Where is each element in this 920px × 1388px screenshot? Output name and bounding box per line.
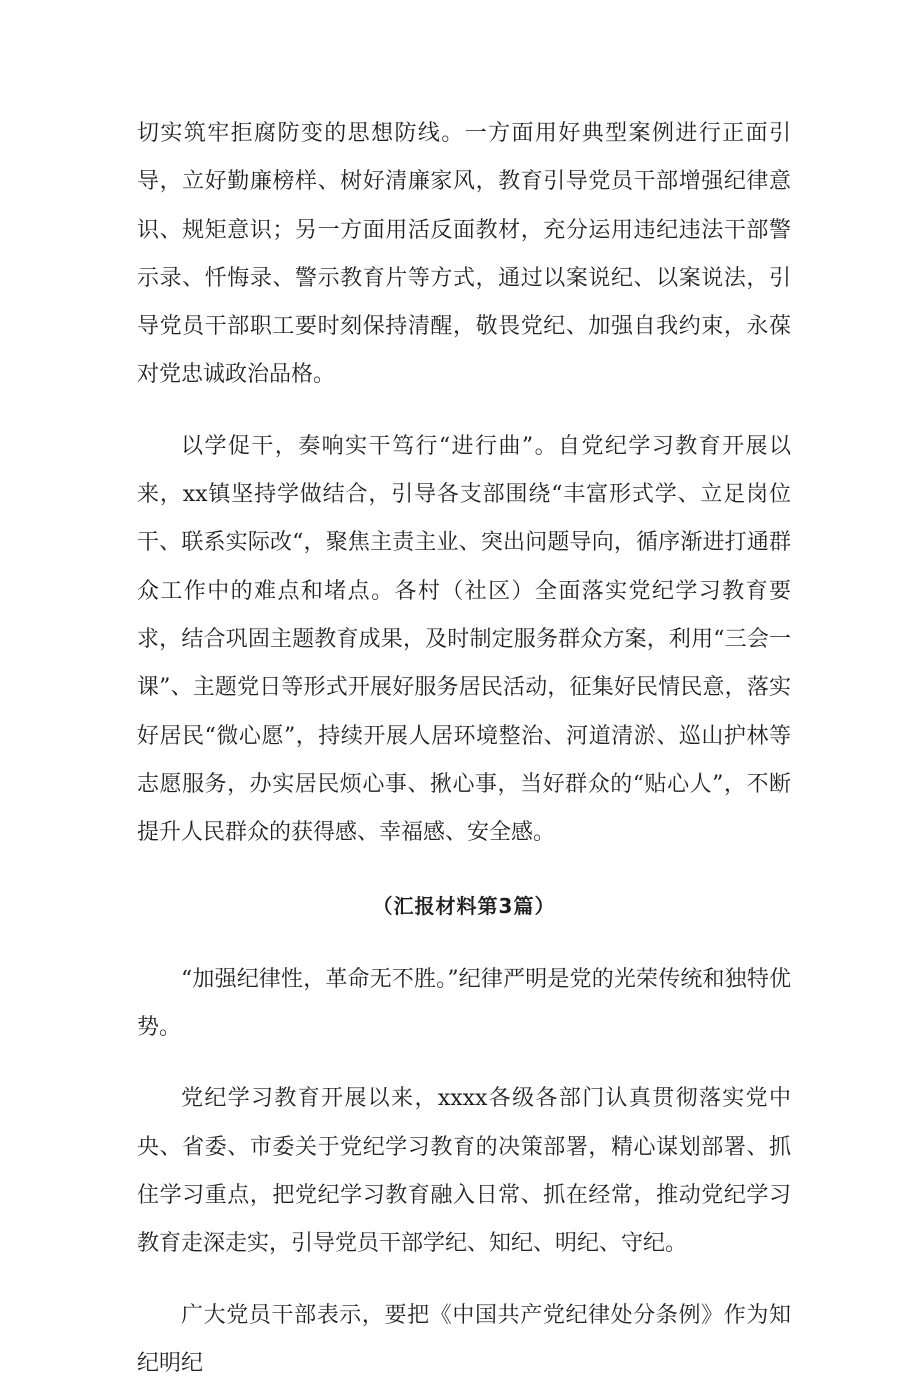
paragraph-gap <box>137 931 791 956</box>
paragraph-gap <box>137 857 791 882</box>
paragraph-learning-to-action: 以学促干，奏响实干笃行“进行曲”。自党纪学习教育开展以来，xx镇坚持学做结合，引导各支部围绕“丰富形式学、立足岗位干、联系实际改“，聚焦主责主业、突出问题导向，循序渐进打通群众工作中的难点和堵点。各村（社区）全面落实党纪学习教育要求，结合巩固主题教育成果，及时制定服务群众方案，利用“三会一课”、主题党日等形式开展好服务居民活动，征集好民情民意，落实好居民“微心愿”，持续开展人居环境整治、河道清淤、巡山护林等志愿服务，办实居民烦心事、揪心事，当好群众的“贴心人”，不断提升人民群众的获得感、幸福感、安全感。 <box>137 433 791 846</box>
paragraph-quote: “加强纪律性，革命无不胜。”纪律严明是党的光荣传统和独特优势。 <box>137 966 791 1041</box>
paragraph-gap <box>137 400 791 423</box>
paragraph-education-progress: 党纪学习教育开展以来，xxxx各级各部门认真贯彻落实党中央、省委、市委关于党纪学习教育的决策部署，精心谋划部署、抓住学习重点，把党纪学习教育融入日常、抓在经常，推动党纪学习教育走深走实，引导党员干部学纪、知纪、明纪、守纪。 <box>137 1086 791 1257</box>
paragraph-continuation: 切实筑牢拒腐防变的思想防线。一方面用好典型案例进行正面引导，立好勤廉榜样、树好清廉家风，教育引导党员干部增强纪律意识、规矩意识；另一方面用活反面教材，充分运用违纪违法干部警示录、忏悔录、警示教育片等方式，通过以案说纪、以案说法，引导党员干部职工要时刻保持清醒，敬畏党纪、加强自我约束，永葆对党忠诚政治品格。 <box>137 121 791 388</box>
paragraph-gap <box>137 1269 791 1292</box>
section-title: （汇报材料第3篇） <box>372 894 556 919</box>
paragraph-cadre-statement: 广大党员干部表示，要把《中国共产党纪律处分条例》作为知纪明纪 <box>137 1302 791 1376</box>
paragraph-gap <box>137 1052 791 1075</box>
document-body <box>137 110 791 1388</box>
